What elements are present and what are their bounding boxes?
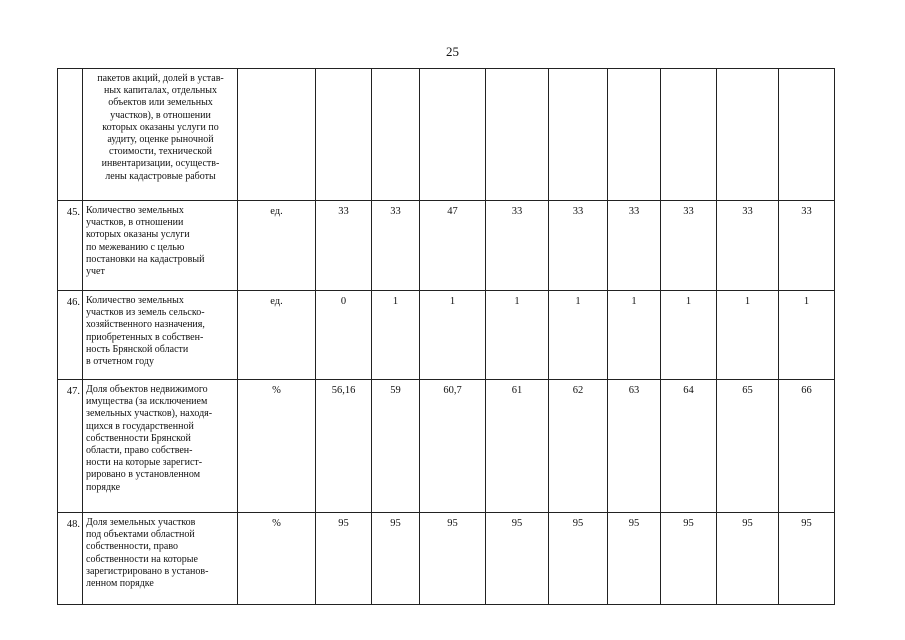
row-number: 48.: [58, 513, 83, 605]
value-cell: 33: [372, 201, 420, 291]
unit-cell: %: [238, 513, 316, 605]
value-cell: 95: [661, 513, 717, 605]
value-cell: 95: [717, 513, 779, 605]
value-cell: [717, 69, 779, 201]
value-cell: [486, 69, 549, 201]
value-cell: 1: [717, 291, 779, 380]
table-row: [58, 69, 835, 201]
value-cell: 0: [316, 291, 372, 380]
value-cell: 95: [779, 513, 835, 605]
value-cell: 1: [661, 291, 717, 380]
value-cell: 1: [549, 291, 608, 380]
row-number: 47.: [58, 380, 83, 513]
row-number: 45.: [58, 201, 83, 291]
value-cell: 33: [608, 201, 661, 291]
table-row: [58, 380, 835, 513]
value-cell: 1: [486, 291, 549, 380]
value-cell: 63: [608, 380, 661, 513]
value-cell: 1: [372, 291, 420, 380]
value-cell: 65: [717, 380, 779, 513]
value-cell: 64: [661, 380, 717, 513]
value-cell: 95: [486, 513, 549, 605]
indicator-description: Количество земельных участков из земель сельско- хозяйственного назначения, приобретенных в собствен- ность Брянской области в отчетном году: [83, 291, 238, 380]
value-cell: 56,16: [316, 380, 372, 513]
value-cell: 47: [420, 201, 486, 291]
value-cell: [372, 69, 420, 201]
value-cell: 61: [486, 380, 549, 513]
value-cell: 60,7: [420, 380, 486, 513]
value-cell: 33: [717, 201, 779, 291]
value-cell: 33: [779, 201, 835, 291]
indicator-description: Количество земельных участков, в отношении которых оказаны услуги по межеванию с целью постановки на кадастровый учет: [83, 201, 238, 291]
value-cell: 59: [372, 380, 420, 513]
indicators-table: [57, 68, 835, 605]
value-cell: 1: [608, 291, 661, 380]
value-cell: [661, 69, 717, 201]
indicator-description: Доля объектов недвижимого имущества (за исключением земельных участков), находя- щихся в государственной собственности Брянской области, право собствен- ности на которые зарегист- рировано в установленном порядке: [83, 380, 238, 513]
row-number: [58, 69, 83, 201]
value-cell: [316, 69, 372, 201]
unit-cell: ед.: [238, 201, 316, 291]
value-cell: 95: [608, 513, 661, 605]
value-cell: [608, 69, 661, 201]
unit-cell: ед.: [238, 291, 316, 380]
table-row: [58, 513, 835, 605]
value-cell: [779, 69, 835, 201]
value-cell: 95: [372, 513, 420, 605]
indicator-description: пакетов акций, долей в устав- ных капиталах, отдельных объектов или земельных участков), в отношении которых оказаны услуги по аудиту, оценке рыночной стоимости, технической инвентаризации, осуществ- лены кадастровые работы: [83, 69, 238, 201]
unit-cell: %: [238, 380, 316, 513]
value-cell: 33: [486, 201, 549, 291]
value-cell: 33: [549, 201, 608, 291]
value-cell: 62: [549, 380, 608, 513]
table-row: [58, 201, 835, 291]
value-cell: 33: [316, 201, 372, 291]
unit-cell: [238, 69, 316, 201]
value-cell: 66: [779, 380, 835, 513]
value-cell: 95: [420, 513, 486, 605]
page-number: 25: [446, 44, 459, 59]
value-cell: 95: [316, 513, 372, 605]
indicator-description: Доля земельных участков под объектами областной собственности, право собственности на которые зарегистрировано в установ- ленном порядке: [83, 513, 238, 605]
value-cell: 95: [549, 513, 608, 605]
value-cell: 1: [420, 291, 486, 380]
value-cell: 1: [779, 291, 835, 380]
row-number: 46.: [58, 291, 83, 380]
table-row: [58, 291, 835, 380]
value-cell: [549, 69, 608, 201]
value-cell: [420, 69, 486, 201]
value-cell: 33: [661, 201, 717, 291]
